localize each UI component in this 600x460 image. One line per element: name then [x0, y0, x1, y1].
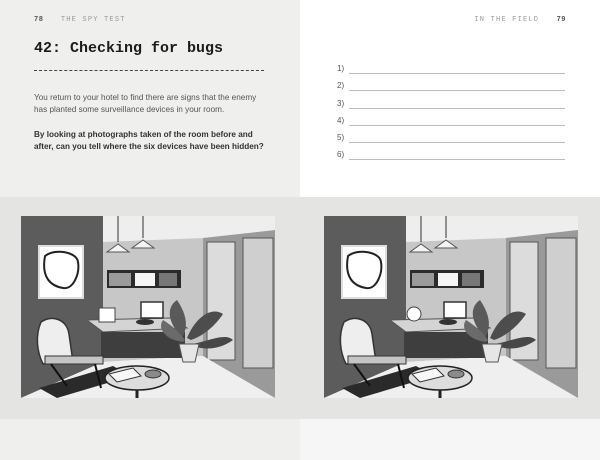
- answer-rule: [349, 108, 565, 109]
- answer-rule: [349, 159, 565, 160]
- right-page-footer-area: [300, 419, 600, 460]
- room-illustration-after: [324, 216, 578, 398]
- answer-rule: [349, 125, 565, 126]
- right-page-number: 79: [556, 16, 566, 24]
- answer-rule: [349, 73, 565, 74]
- puzzle-intro: You return to your hotel to find there are signs that the enemy has planted some surveillance devices in your room.: [34, 93, 257, 115]
- answer-number: 5): [337, 133, 345, 143]
- answer-number: 2): [337, 81, 345, 91]
- puzzle-question: By looking at photographs taken of the room before and after, can you tell where the six devices have been hidden?: [34, 130, 264, 152]
- title-underline: [34, 70, 264, 71]
- answer-number: 6): [337, 150, 345, 160]
- right-page-header: [474, 16, 566, 24]
- left-page-number: 78: [34, 16, 44, 24]
- answer-number: 4): [337, 115, 345, 125]
- left-page-header: [34, 16, 126, 24]
- answer-rule: [349, 142, 565, 143]
- answer-rule: [349, 90, 565, 91]
- left-page-footer-area: [0, 419, 300, 460]
- answer-number: 1): [337, 64, 345, 73]
- left-running-title: THE SPY TEST: [60, 16, 126, 24]
- right-running-title: IN THE FIELD: [474, 16, 540, 24]
- answer-number: 3): [337, 98, 345, 108]
- puzzle-title: 42: Checking for bugs: [34, 40, 224, 57]
- room-illustration-before: [21, 216, 275, 398]
